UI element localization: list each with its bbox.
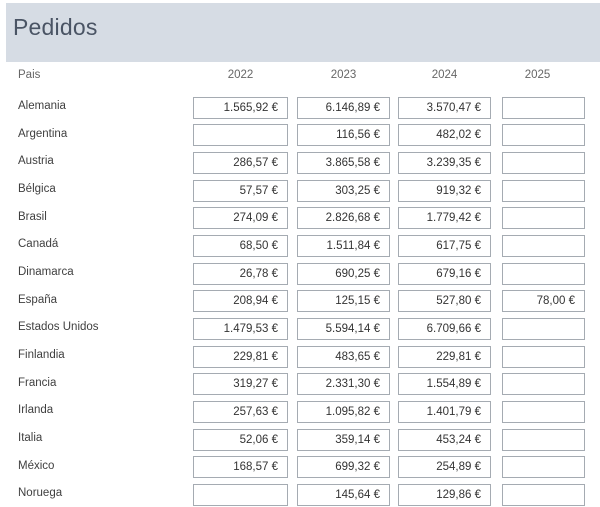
table-row xyxy=(0,288,600,316)
country-label: México xyxy=(18,459,55,472)
table-row xyxy=(0,149,600,177)
table-row xyxy=(0,94,600,122)
value-field-2024[interactable]: 527,80 € xyxy=(398,290,491,312)
value-field-2022[interactable] xyxy=(193,124,288,146)
value-field-2022[interactable]: 229,81 € xyxy=(193,346,288,368)
value-field-2025[interactable]: 78,00 € xyxy=(502,290,585,312)
value-field-2023[interactable]: 3.865,58 € xyxy=(297,152,390,174)
value-field-2022[interactable]: 274,09 € xyxy=(193,207,288,229)
country-label: Francia xyxy=(18,376,57,389)
value-field-2025[interactable] xyxy=(502,484,585,506)
column-header-country: Pais xyxy=(18,69,41,81)
report-title: Pedidos xyxy=(13,14,98,40)
country-label: Estados Unidos xyxy=(18,321,99,334)
value-field-2022[interactable]: 319,27 € xyxy=(193,373,288,395)
value-field-2025[interactable] xyxy=(502,373,585,395)
value-field-2023[interactable]: 483,65 € xyxy=(297,346,390,368)
country-label: Bélgica xyxy=(18,182,56,195)
table-row xyxy=(0,398,600,426)
value-field-2024[interactable]: 6.709,66 € xyxy=(398,318,491,340)
value-field-2022[interactable]: 68,50 € xyxy=(193,235,288,257)
country-label: España xyxy=(18,293,58,306)
value-field-2022[interactable]: 168,57 € xyxy=(193,456,288,478)
table-row xyxy=(0,260,600,288)
value-field-2023[interactable]: 116,56 € xyxy=(297,124,390,146)
value-field-2024[interactable]: 482,02 € xyxy=(398,124,491,146)
table-row xyxy=(0,232,600,260)
value-field-2023[interactable]: 690,25 € xyxy=(297,263,390,285)
value-field-2024[interactable]: 3.239,35 € xyxy=(398,152,491,174)
column-header-2023: 2023 xyxy=(330,69,357,81)
value-field-2022[interactable]: 208,94 € xyxy=(193,290,288,312)
table-row xyxy=(0,205,600,233)
value-field-2024[interactable]: 1.554,89 € xyxy=(398,373,491,395)
table-row xyxy=(0,315,600,343)
value-field-2024[interactable]: 617,75 € xyxy=(398,235,491,257)
value-field-2023[interactable]: 699,32 € xyxy=(297,456,390,478)
value-field-2023[interactable]: 1.511,84 € xyxy=(297,235,390,257)
value-field-2023[interactable]: 303,25 € xyxy=(297,180,390,202)
value-field-2025[interactable] xyxy=(502,429,585,451)
table-row xyxy=(0,481,600,507)
value-field-2025[interactable] xyxy=(502,263,585,285)
table-rows xyxy=(0,94,600,507)
value-field-2023[interactable]: 1.095,82 € xyxy=(297,401,390,423)
value-field-2025[interactable] xyxy=(502,456,585,478)
value-field-2022[interactable] xyxy=(193,484,288,506)
country-label: Brasil xyxy=(18,210,47,223)
report-header-band xyxy=(6,3,600,62)
value-field-2025[interactable] xyxy=(502,401,585,423)
value-field-2022[interactable]: 1.565,92 € xyxy=(193,97,288,119)
value-field-2024[interactable]: 129,86 € xyxy=(398,484,491,506)
value-field-2023[interactable]: 125,15 € xyxy=(297,290,390,312)
table-row xyxy=(0,371,600,399)
value-field-2025[interactable] xyxy=(502,124,585,146)
value-field-2024[interactable]: 679,16 € xyxy=(398,263,491,285)
country-label: Alemania xyxy=(18,100,66,112)
column-header-2022: 2022 xyxy=(227,69,254,81)
country-label: Finlandia xyxy=(18,348,65,361)
country-label: Noruega xyxy=(18,487,63,500)
value-field-2024[interactable]: 3.570,47 € xyxy=(398,97,491,119)
country-label: Austria xyxy=(18,155,54,168)
value-field-2024[interactable]: 254,89 € xyxy=(398,456,491,478)
country-label: Canadá xyxy=(18,238,59,251)
value-field-2022[interactable]: 1.479,53 € xyxy=(193,318,288,340)
country-label: Dinamarca xyxy=(18,265,74,278)
value-field-2025[interactable] xyxy=(502,180,585,202)
value-field-2023[interactable]: 2.331,30 € xyxy=(297,373,390,395)
column-header-2025: 2025 xyxy=(524,69,551,81)
value-field-2024[interactable]: 453,24 € xyxy=(398,429,491,451)
country-label: Argentina xyxy=(18,127,68,140)
value-field-2022[interactable]: 286,57 € xyxy=(193,152,288,174)
value-field-2022[interactable]: 57,57 € xyxy=(193,180,288,202)
country-label: Italia xyxy=(18,431,43,444)
table-row xyxy=(0,122,600,150)
value-field-2025[interactable] xyxy=(502,97,585,119)
value-field-2022[interactable]: 26,78 € xyxy=(193,263,288,285)
value-field-2023[interactable]: 6.146,89 € xyxy=(297,97,390,119)
value-field-2025[interactable] xyxy=(502,346,585,368)
value-field-2025[interactable] xyxy=(502,207,585,229)
value-field-2023[interactable]: 145,64 € xyxy=(297,484,390,506)
table-row xyxy=(0,343,600,371)
table-row xyxy=(0,426,600,454)
value-field-2025[interactable] xyxy=(502,235,585,257)
column-header-row xyxy=(0,67,600,85)
value-field-2024[interactable]: 919,32 € xyxy=(398,180,491,202)
table-row xyxy=(0,454,600,482)
table-row xyxy=(0,177,600,205)
value-field-2023[interactable]: 2.826,68 € xyxy=(297,207,390,229)
country-label: Irlanda xyxy=(18,404,54,417)
value-field-2024[interactable]: 1.401,79 € xyxy=(398,401,491,423)
value-field-2025[interactable] xyxy=(502,318,585,340)
value-field-2024[interactable]: 229,81 € xyxy=(398,346,491,368)
value-field-2024[interactable]: 1.779,42 € xyxy=(398,207,491,229)
value-field-2023[interactable]: 359,14 € xyxy=(297,429,390,451)
value-field-2022[interactable]: 257,63 € xyxy=(193,401,288,423)
column-header-2024: 2024 xyxy=(431,69,458,81)
value-field-2023[interactable]: 5.594,14 € xyxy=(297,318,390,340)
value-field-2022[interactable]: 52,06 € xyxy=(193,429,288,451)
value-field-2025[interactable] xyxy=(502,152,585,174)
